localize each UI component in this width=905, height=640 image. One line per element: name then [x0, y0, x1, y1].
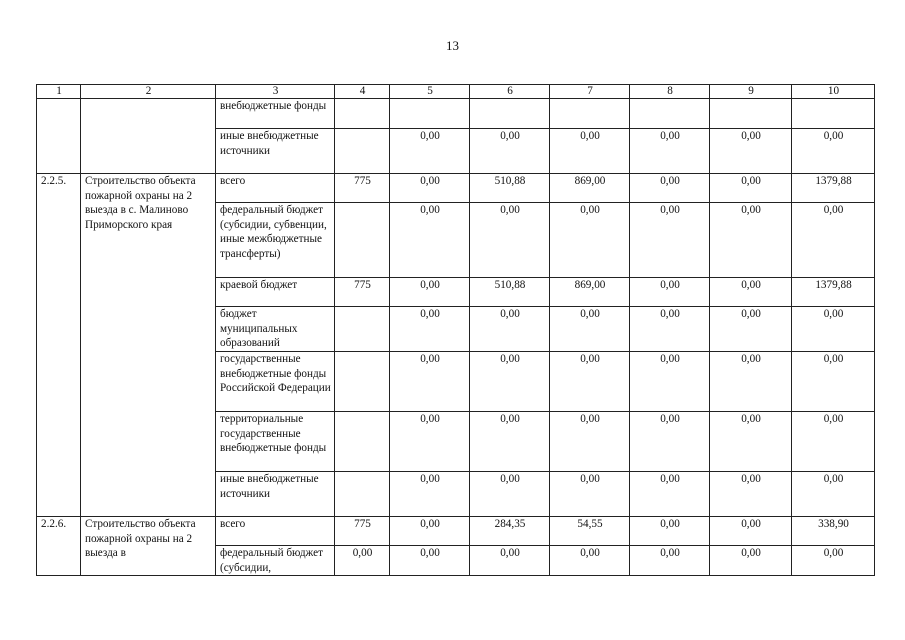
value-cell: 0,00 [390, 174, 470, 203]
funding-source-cell: территориальные государственные внебюджетные фонды [216, 412, 335, 472]
value-cell: 0,00 [550, 203, 630, 278]
value-cell [335, 129, 390, 174]
value-cell: 0,00 [710, 546, 792, 576]
column-header: 10 [792, 85, 875, 99]
value-cell: 1379,88 [792, 174, 875, 203]
column-header: 1 [37, 85, 81, 99]
value-cell: 338,90 [792, 517, 875, 546]
value-cell: 0,00 [710, 278, 792, 307]
funding-source-cell: всего [216, 174, 335, 203]
value-cell: 0,00 [390, 517, 470, 546]
value-cell: 0,00 [390, 307, 470, 352]
value-cell: 0,00 [550, 307, 630, 352]
value-cell: 0,00 [470, 129, 550, 174]
value-cell [630, 99, 710, 129]
value-cell: 0,00 [792, 412, 875, 472]
value-cell [335, 307, 390, 352]
value-cell: 0,00 [710, 352, 792, 412]
value-cell: 0,00 [550, 412, 630, 472]
value-cell: 775 [335, 174, 390, 203]
value-cell: 0,00 [792, 546, 875, 576]
column-header: 8 [630, 85, 710, 99]
value-cell: 0,00 [470, 472, 550, 517]
value-cell: 0,00 [470, 203, 550, 278]
value-cell: 0,00 [390, 546, 470, 576]
value-cell [335, 472, 390, 517]
item-name-cell: Строительство объекта пожарной охраны на 2 выезда в с. Малиново Приморского края [81, 174, 216, 517]
item-name-cell: Строительство объекта пожарной охраны на 2 выезда в [81, 517, 216, 576]
value-cell [390, 99, 470, 129]
funding-source-cell: иные внебюджетные источники [216, 472, 335, 517]
value-cell: 0,00 [710, 174, 792, 203]
value-cell: 0,00 [630, 352, 710, 412]
value-cell: 869,00 [550, 278, 630, 307]
value-cell: 54,55 [550, 517, 630, 546]
value-cell: 0,00 [792, 352, 875, 412]
column-header: 6 [470, 85, 550, 99]
value-cell: 0,00 [390, 412, 470, 472]
column-header: 2 [81, 85, 216, 99]
column-header: 3 [216, 85, 335, 99]
value-cell: 0,00 [335, 546, 390, 576]
funding-source-cell: внебюджетные фонды [216, 99, 335, 129]
value-cell: 0,00 [470, 307, 550, 352]
column-header: 4 [335, 85, 390, 99]
value-cell: 0,00 [710, 203, 792, 278]
value-cell: 0,00 [550, 129, 630, 174]
column-header: 7 [550, 85, 630, 99]
table-row [37, 174, 875, 203]
value-cell: 0,00 [630, 412, 710, 472]
value-cell: 0,00 [550, 472, 630, 517]
value-cell: 0,00 [630, 174, 710, 203]
value-cell: 0,00 [630, 278, 710, 307]
value-cell: 0,00 [470, 412, 550, 472]
table-row [37, 99, 875, 129]
column-header: 9 [710, 85, 792, 99]
table-row [37, 517, 875, 546]
value-cell: 0,00 [792, 307, 875, 352]
value-cell: 775 [335, 517, 390, 546]
value-cell [335, 352, 390, 412]
funding-source-cell: бюджет муниципальных образований [216, 307, 335, 352]
item-code-cell: 2.2.5. [37, 174, 81, 517]
value-cell: 510,88 [470, 174, 550, 203]
value-cell: 775 [335, 278, 390, 307]
value-cell: 0,00 [710, 307, 792, 352]
value-cell: 0,00 [630, 129, 710, 174]
value-cell: 0,00 [710, 517, 792, 546]
funding-source-cell: всего [216, 517, 335, 546]
column-header: 5 [390, 85, 470, 99]
value-cell: 0,00 [792, 203, 875, 278]
value-cell: 1379,88 [792, 278, 875, 307]
value-cell [792, 99, 875, 129]
value-cell: 0,00 [630, 203, 710, 278]
value-cell: 0,00 [390, 129, 470, 174]
item-code-cell: 2.2.6. [37, 517, 81, 576]
value-cell [335, 412, 390, 472]
funding-source-cell: государственные внебюджетные фонды Российской Федерации [216, 352, 335, 412]
value-cell: 0,00 [630, 546, 710, 576]
value-cell: 0,00 [470, 352, 550, 412]
value-cell: 0,00 [792, 472, 875, 517]
value-cell: 0,00 [710, 129, 792, 174]
value-cell: 0,00 [792, 129, 875, 174]
value-cell [470, 99, 550, 129]
value-cell: 510,88 [470, 278, 550, 307]
value-cell: 0,00 [630, 472, 710, 517]
funding-source-cell: краевой бюджет [216, 278, 335, 307]
item-code-cell [37, 99, 81, 174]
column-number-row [37, 85, 875, 99]
funding-source-cell: федеральный бюджет (субсидии, субвенции, иные межбюджетные трансферты) [216, 203, 335, 278]
value-cell: 0,00 [470, 546, 550, 576]
value-cell: 869,00 [550, 174, 630, 203]
value-cell [550, 99, 630, 129]
budget-table [36, 84, 875, 576]
page-number: 13 [446, 38, 459, 53]
value-cell: 0,00 [710, 412, 792, 472]
value-cell: 0,00 [630, 307, 710, 352]
value-cell: 0,00 [390, 203, 470, 278]
funding-source-cell: иные внебюджетные источники [216, 129, 335, 174]
value-cell: 284,35 [470, 517, 550, 546]
value-cell [710, 99, 792, 129]
value-cell: 0,00 [390, 352, 470, 412]
value-cell: 0,00 [630, 517, 710, 546]
value-cell: 0,00 [390, 472, 470, 517]
value-cell [335, 203, 390, 278]
funding-source-cell: федеральный бюджет (субсидии, [216, 546, 335, 576]
value-cell: 0,00 [390, 278, 470, 307]
value-cell: 0,00 [550, 546, 630, 576]
value-cell [335, 99, 390, 129]
item-name-cell [81, 99, 216, 174]
value-cell: 0,00 [550, 352, 630, 412]
value-cell: 0,00 [710, 472, 792, 517]
